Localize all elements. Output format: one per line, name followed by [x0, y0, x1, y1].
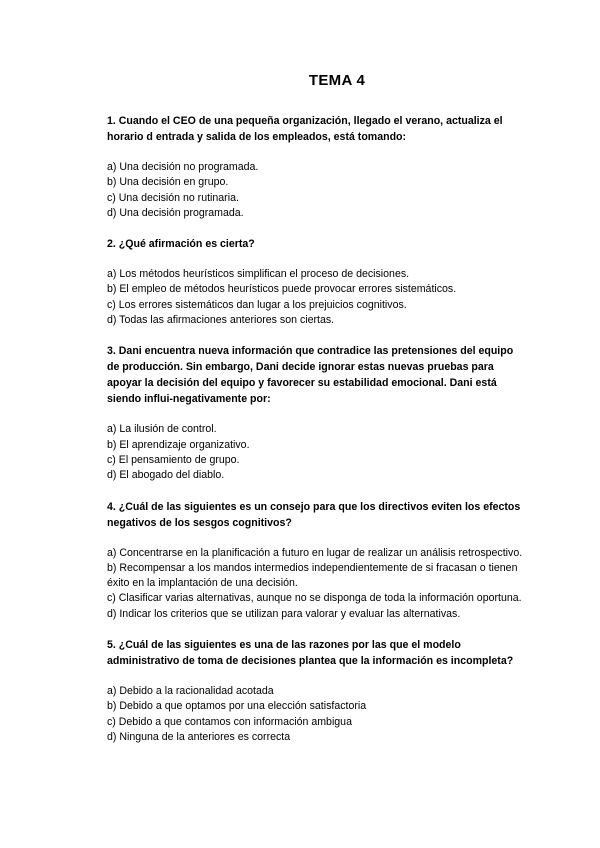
answer-option-d: d) Todas las afirmaciones anteriores son ciertas. [107, 314, 335, 327]
answer-option-c: c) El pensamiento de grupo. [107, 453, 240, 466]
question-3 [107, 343, 527, 483]
answer-option-b: b) El aprendizaje organizativo. [107, 438, 250, 451]
question-text: 3. Dani encuentra nueva información que contradice las pretensiones del equipo de producción. Sin embargo, Dani decide ignorar estas nuevas pruebas para apoyar la decisión del equipo y favorecer su estabilidad emocional. Dani está siendo influi-negativamente por: [107, 345, 514, 406]
answer-option-b: b) Recompensar a los mandos intermedios independientemente de si fracasan o tienen éxito en la implantación de una decisión. [107, 561, 518, 590]
answer-option-d: d) Una decisión programada. [107, 206, 244, 219]
answer-option-c: c) Una decisión no rutinaria. [107, 191, 239, 204]
answer-option-c: c) Debido a que contamos con información ambigua [107, 715, 352, 728]
answer-options [107, 546, 527, 622]
question-1 [107, 113, 527, 221]
question-text: 4. ¿Cuál de las siguientes es un consejo para que los directivos eviten los efectos negativos de los sesgos cognitivos? [107, 500, 521, 529]
answer-option-d: d) El abogado del diablo. [107, 469, 225, 482]
answer-options [107, 422, 527, 483]
answer-option-a: a) Concentrarse en la planificación a futuro en lugar de realizar un análisis retrospectivo. [107, 546, 523, 559]
answer-option-c: c) Clasificar varias alternativas, aunque no se disponga de toda la información oportuna. [107, 592, 522, 605]
question-2 [107, 236, 527, 328]
question-4 [107, 499, 527, 622]
answer-option-b: b) El empleo de métodos heurísticos puede provocar errores sistemáticos. [107, 283, 457, 296]
answer-options [107, 160, 527, 221]
page-title: TEMA 4 [308, 72, 366, 89]
question-text: 5. ¿Cuál de las siguientes es una de las razones por las que el modelo administrativo de toma de decisiones plantea que la información es incompleta? [107, 639, 514, 668]
answer-option-a: a) Una decisión no programada. [107, 161, 259, 173]
answer-option-d: d) Ninguna de la anteriores es correcta [107, 730, 291, 743]
answer-options [107, 684, 527, 745]
answer-option-b: b) Debido a que optamos por una elección satisfactoria [107, 700, 367, 713]
answer-option-a: a) La ilusión de control. [107, 423, 217, 436]
answer-options [107, 267, 527, 328]
question-text: 2. ¿Qué afirmación es cierta? [107, 238, 255, 251]
answer-option-d: d) Indicar los criterios que se utilizan para valorar y evaluar las alternativas. [107, 607, 461, 620]
document-page [107, 72, 527, 760]
question-5 [107, 637, 527, 745]
answer-option-a: a) Debido a la racionalidad acotada [107, 685, 274, 698]
answer-option-c: c) Los errores sistemáticos dan lugar a los prejuicios cognitivos. [107, 298, 407, 311]
answer-option-b: b) Una decisión en grupo. [107, 176, 229, 189]
question-text: 1. Cuando el CEO de una pequeña organización, llegado el verano, actualiza el horario d entrada y salida de los empleados, está tomando: [107, 115, 503, 143]
answer-option-a: a) Los métodos heurísticos simplifican el proceso de decisiones. [107, 268, 410, 281]
